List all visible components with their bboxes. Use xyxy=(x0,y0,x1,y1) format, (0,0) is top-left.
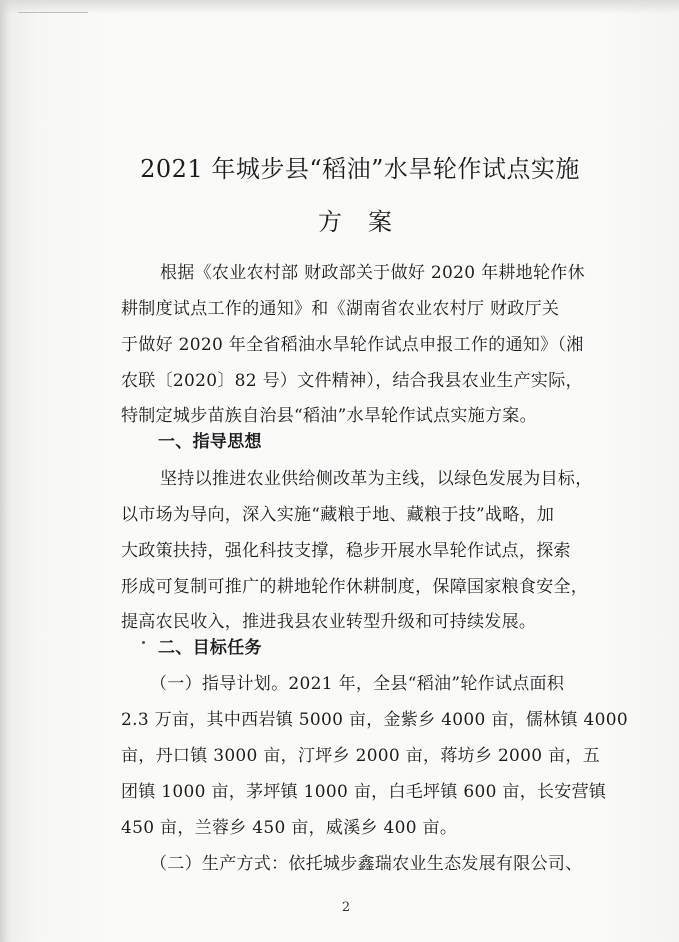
guiding-line-1: 坚持以推进农业供给侧改革为主线，以绿色发展为目标， xyxy=(160,469,593,489)
intro-line-4: 农联〔2020〕82 号）文件精神），结合我县农业生产实际， xyxy=(121,371,583,391)
guiding-line-4: 形成可复制可推广的耕地轮作休耕制度，保障国家粮食安全， xyxy=(121,577,589,597)
guiding-line-5: 提高农民收入，推进我县农业转型升级和可持续发展。 xyxy=(121,612,537,632)
page-number: 2 xyxy=(341,900,351,915)
targets-line-4: 团镇 1000 亩，茅坪镇 1000 亩，白毛坪镇 600 亩，长安营镇 xyxy=(121,782,607,802)
section2-heading: 二、目标任务 xyxy=(158,638,262,658)
intro-line-5: 特制定城步苗族自治县“稻油”水旱轮作试点实施方案。 xyxy=(121,406,537,426)
scan-speck xyxy=(142,641,145,644)
document-title: 2021 年城步县“稻油”水旱轮作试点实施 xyxy=(140,155,580,183)
scan-left-edge xyxy=(0,0,10,942)
document-title-line2: 方案 xyxy=(318,208,418,236)
guiding-line-3: 大政策扶持，强化科技支撑，稳步开展水旱轮作试点，探索 xyxy=(121,541,571,561)
production-line-1: （二）生产方式：依托城步鑫瑞农业生态发展有限公司、 xyxy=(150,854,583,874)
targets-line-2: 2.3 万亩，其中西岩镇 5000 亩，金紫乡 4000 亩，儒林镇 4000 xyxy=(121,710,628,730)
intro-line-1: 根据《农业农村部 财政部关于做好 2020 年耕地轮作休 xyxy=(160,263,585,283)
targets-line-5: 450 亩，兰蓉乡 450 亩，威溪乡 400 亩。 xyxy=(121,818,458,838)
intro-line-2: 耕制度试点工作的通知》和《湖南省农业农村厅 财政厅关 xyxy=(121,299,560,319)
scan-top-edge xyxy=(0,0,679,14)
targets-line-3: 亩，丹口镇 3000 亩，汀坪乡 2000 亩，蒋坊乡 2000 亩，五 xyxy=(121,746,601,766)
targets-line-1: （一）指导计划。2021 年，全县“稻油”轮作试点面积 xyxy=(150,674,565,694)
intro-line-3: 于做好 2020 年全省稻油水旱轮作试点申报工作的通知》（湘 xyxy=(121,335,584,355)
guiding-line-2: 以市场为导向，深入实施“藏粮于地、藏粮于技”战略，加 xyxy=(121,505,555,525)
section1-heading: 一、指导思想 xyxy=(158,432,262,452)
scan-corner-mark xyxy=(18,2,88,13)
